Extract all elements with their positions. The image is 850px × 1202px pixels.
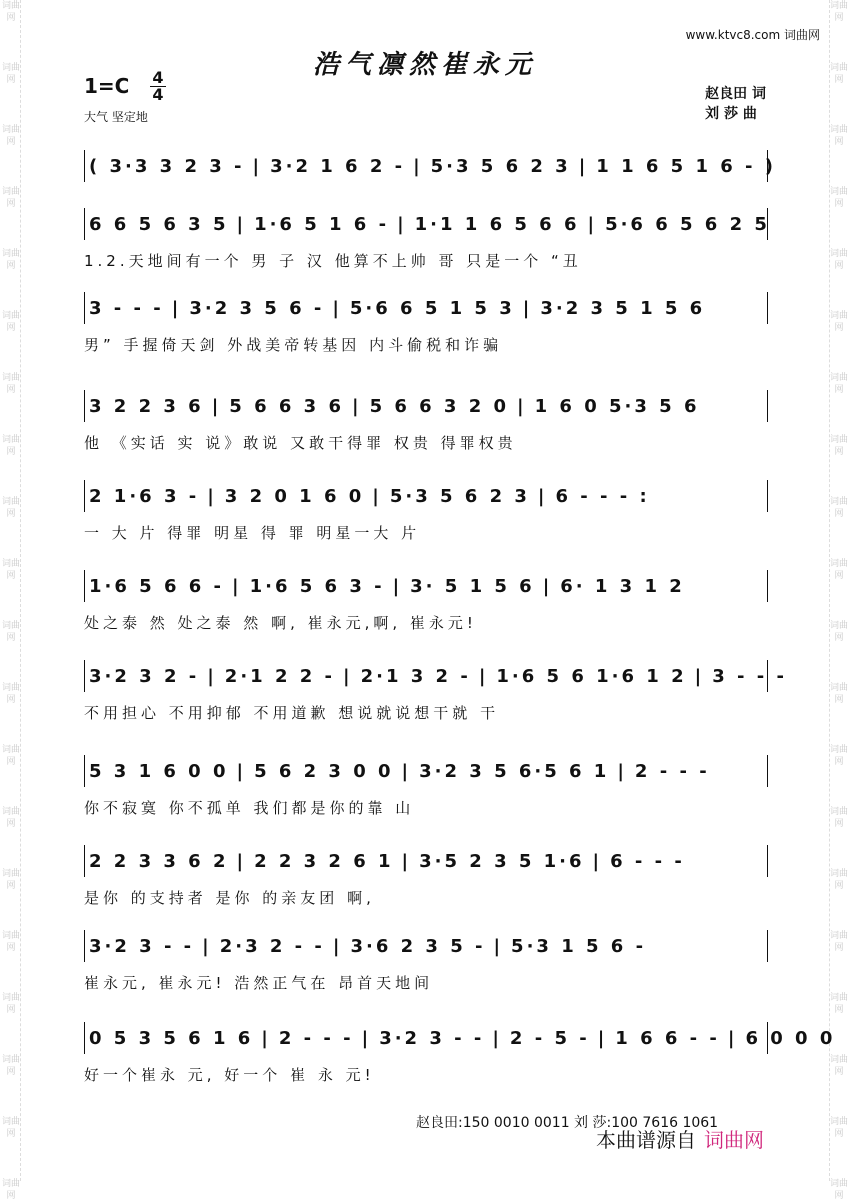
meter-top: 4 — [152, 68, 164, 87]
measure: 5·3 5 6 2 3 — [430, 155, 571, 177]
bar-line: | — [343, 665, 353, 687]
composer: 刘 莎 曲 — [705, 106, 757, 122]
measure: 0 5 3 5 6 1 6 — [89, 1027, 254, 1049]
measure: 3·2 1 6 2 - — [270, 155, 406, 177]
bar-line: | — [493, 935, 504, 957]
measure: 1·6 5 6 3 - — [249, 575, 385, 597]
measure: 5·6 6 5 1 5 3 — [349, 297, 515, 319]
score-staff-row — [84, 755, 768, 787]
measure: 2·3 2 - - — [219, 935, 325, 957]
score-staff-row — [84, 390, 768, 422]
bar-line: | — [592, 850, 603, 872]
measure: 2 - 5 - — [509, 1027, 590, 1049]
score-staff-row — [84, 845, 768, 877]
bar-line: | — [332, 297, 342, 319]
bar-line: | — [211, 395, 222, 417]
measure: 3·6 2 3 5 - — [350, 935, 486, 957]
measure: 2 1·6 3 - — [89, 485, 200, 507]
measure: 3·5 2 3 5 1·6 — [419, 850, 585, 872]
bar-line: | — [522, 297, 533, 319]
bar-line: | — [397, 213, 407, 235]
measure: 6 0 0 0 — [745, 1027, 836, 1049]
score-staff-row — [84, 1022, 836, 1054]
lyric-line: 一 大 片 得罪 明星 得 罪 明星一大 片 — [84, 524, 421, 542]
bar-line: | — [351, 395, 362, 417]
measure: 3·2 3 2 - — [89, 665, 200, 687]
measure: 2 - - - — [278, 1027, 354, 1049]
lyric-line: 男” 手握倚天剑 外战美帝转基因 内斗偷税和诈骗 — [84, 336, 503, 354]
source-label: 本曲谱源自 — [596, 1128, 696, 1152]
measure: 1·6 5 6 1·6 1 2 — [496, 665, 687, 687]
page-title: 浩气凛然崔永元 — [312, 50, 537, 80]
measure: 6 - - - : — [555, 485, 650, 507]
bar-line: | — [236, 213, 247, 235]
measure: 3·2 3 5 6 - — [189, 297, 325, 319]
bar-line: | — [617, 760, 627, 782]
contact-info: 赵良田:150 0010 0011 刘 莎:100 7616 1061 — [416, 1115, 719, 1131]
bar-line: | — [392, 575, 403, 597]
measure: ( 3·3 3 2 3 - — [89, 155, 245, 177]
measure: 5 3 1 6 0 0 — [89, 760, 229, 782]
lyric-line: 是你 的支持者 是你 的亲友团 啊, — [84, 889, 375, 907]
bar-line: | — [542, 575, 553, 597]
time-signature — [148, 70, 168, 103]
measure: 1·1 1 6 5 6 6 — [414, 213, 580, 235]
score-staff-row — [84, 660, 787, 692]
measure: 1 6 0 5·3 5 6 — [534, 395, 700, 417]
meter-bottom: 4 — [152, 85, 164, 104]
score-staff-row — [84, 208, 768, 240]
credits — [705, 84, 766, 124]
lyric-line: 好一个崔永 元, 好一个 崔 永 元! — [84, 1066, 375, 1084]
source-credit — [596, 1124, 764, 1153]
bar-line: | — [492, 1027, 502, 1049]
bar-line: | — [727, 1027, 738, 1049]
measure: 1 6 6 - - — [615, 1027, 720, 1049]
lyric-line: 崔永元, 崔永元! 浩然正气在 昂首天地间 — [84, 974, 434, 992]
bar-line: | — [597, 1027, 608, 1049]
bar-line: | — [361, 1027, 372, 1049]
score-staff-row — [84, 480, 768, 512]
bar-line: | — [401, 760, 412, 782]
measure: 2·1 2 2 - — [224, 665, 336, 687]
bar-line: | — [236, 760, 247, 782]
lyric-line: 1.2.天地间有一个 男 子 汉 他算不上帅 哥 只是一个 “丑 — [84, 252, 582, 270]
bar-line: | — [232, 575, 242, 597]
bar-line: | — [236, 850, 247, 872]
score-staff-row — [84, 930, 768, 962]
bar-line: | — [401, 850, 412, 872]
bar-line: | — [413, 155, 423, 177]
tempo-marking: 大气 坚定地 — [84, 110, 148, 124]
bar-line: | — [517, 395, 527, 417]
bar-line: | — [578, 155, 589, 177]
score-staff-row — [84, 150, 777, 182]
measure: 3 - - - — [89, 297, 164, 319]
measure: 3·2 3 5 6·5 6 1 — [419, 760, 610, 782]
measure: 3 2 2 3 6 — [89, 395, 204, 417]
measure: 5·3 1 5 6 - — [511, 935, 647, 957]
lyric-line: 他 《实话 实 说》敢说 又敢干得罪 权贵 得罪权贵 — [84, 434, 517, 452]
bar-line: | — [202, 935, 212, 957]
watermark-right: 词曲网 词曲网 词曲网 词曲网 词曲网 词曲网 词曲网 词曲网 词曲网 词曲网 词曲网 词曲网 词曲网 词曲网 词曲网 词曲网 词曲网 词曲网 词曲网 词曲网 — [830, 1, 849, 1201]
measure: 2·1 3 2 - — [360, 665, 471, 687]
measure: 5 6 2 3 0 0 — [254, 760, 394, 782]
bar-line: | — [207, 485, 217, 507]
measure: 3·2 3 - - — [89, 935, 195, 957]
lyric-line: 不用担心 不用抑郁 不用道歉 想说就说想干就 干 — [84, 704, 500, 722]
bar-line: | — [694, 665, 705, 687]
measure: 3·2 3 5 1 5 6 — [540, 297, 706, 319]
bar-line: | — [171, 297, 182, 319]
measure: 5·6 6 5 6 2 5 — [605, 213, 770, 235]
bar-line: | — [332, 935, 343, 957]
bar-line: | — [207, 665, 217, 687]
bar-line: | — [478, 665, 489, 687]
measure: 2 2 3 2 6 1 — [254, 850, 394, 872]
lyric-line: 处之泰 然 处之泰 然 啊, 崔永元,啊, 崔永元! — [84, 614, 477, 632]
measure: 1·6 5 6 6 - — [89, 575, 224, 597]
bar-line: | — [252, 155, 263, 177]
measure: 5·3 5 6 2 3 — [389, 485, 530, 507]
measure: 5 6 6 3 2 0 — [369, 395, 510, 417]
source-brand: 词曲网 — [704, 1128, 764, 1152]
measure: 1·6 5 1 6 - — [254, 213, 390, 235]
score-staff-row — [84, 570, 768, 602]
key-signature: 1=C — [84, 74, 130, 98]
measure: 1 1 6 5 1 6 - ) — [596, 155, 777, 177]
measure: 5 6 6 3 6 — [229, 395, 344, 417]
measure: 3 2 0 1 6 0 — [224, 485, 365, 507]
bar-line: | — [372, 485, 382, 507]
bar-line: | — [587, 213, 598, 235]
measure: 6· 1 3 1 2 — [560, 575, 685, 597]
score-staff-row — [84, 292, 768, 324]
bar-line: | — [537, 485, 548, 507]
measure: 3· 5 1 5 6 — [410, 575, 535, 597]
measure: 3·2 3 - - — [379, 1027, 485, 1049]
measure: 2 2 3 3 6 2 — [89, 850, 229, 872]
measure: 3 - - - — [712, 665, 787, 687]
watermark-left: 词曲网 词曲网 词曲网 词曲网 词曲网 词曲网 词曲网 词曲网 词曲网 词曲网 词曲网 词曲网 词曲网 词曲网 词曲网 词曲网 词曲网 词曲网 词曲网 词曲网 — [2, 1, 21, 1201]
site-url: www.ktvc8.com 词曲网 — [685, 28, 820, 42]
lyricist: 赵良田 词 — [705, 86, 766, 102]
measure: 2 - - - — [634, 760, 710, 782]
bar-line: | — [261, 1027, 271, 1049]
lyric-line: 你不寂寞 你不孤单 我们都是你的靠 山 — [84, 799, 415, 817]
measure: 6 6 5 6 3 5 — [89, 213, 229, 235]
measure: 6 - - - — [610, 850, 685, 872]
